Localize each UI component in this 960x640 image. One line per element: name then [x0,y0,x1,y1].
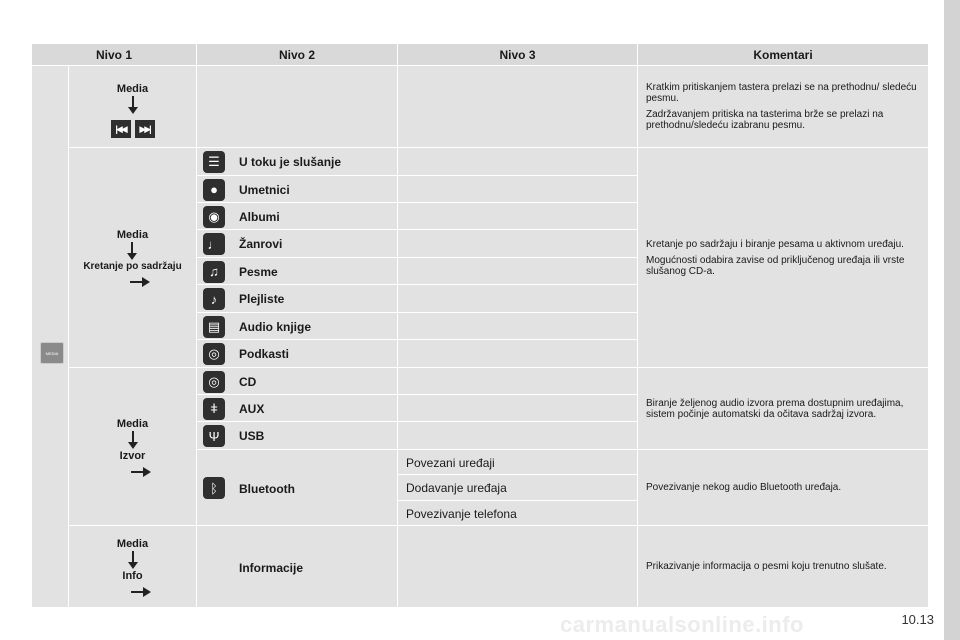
previous-track-icon: |◀◀ [111,120,131,138]
media-level3-empty [197,66,398,148]
comment-text: Povezivanje nekog audio Bluetooth uređaja. [646,482,842,493]
source-comment [638,368,929,450]
source-item-row [197,368,398,395]
browse-item-empty [398,176,638,203]
bt-item-row [398,450,638,475]
now-playing-icon: ☰ [203,151,225,173]
audiobook-icon: ▤ [203,316,225,338]
right-arrow-icon [131,467,151,477]
source-item-label: CD [239,374,257,389]
bluetooth-level2-cell [197,450,398,526]
header-nivo-2: Nivo 2 [197,44,398,66]
browse-item-row [197,148,398,176]
bt-item-label: Povezani uređaji [406,456,495,470]
genre-icon: ♩ [203,233,225,255]
next-track-icon: ▶▶| [135,120,155,138]
info-level3-cell [197,526,398,608]
level2-label: Media [116,537,149,550]
header-komentari: Komentari [638,44,929,66]
song-icon: ♫ [203,261,225,283]
podcast-icon: ◎ [203,343,225,365]
media-level2-cell [69,66,197,148]
cd-icon: ◎ [203,371,225,393]
browse-item-label: Pesme [239,264,278,279]
right-arrow-icon [130,277,150,287]
media-comment [638,66,929,148]
media-level3b-empty [398,66,638,148]
level2-sublabel: Izvor [119,449,146,462]
source-item-empty [398,395,638,422]
browse-item-empty [398,148,638,176]
browse-item-label: Umetnici [239,182,290,197]
right-arrow-icon [131,587,151,597]
side-tab [944,0,960,640]
info-empty [398,526,638,608]
browse-level2-cell [69,148,197,368]
header-nivo-1: Nivo 1 [32,44,197,66]
browse-item-row [197,313,398,340]
browse-item-row [197,285,398,313]
down-arrow-icon [127,242,137,260]
info-level2-cell [69,526,197,608]
info-comment [638,526,929,608]
browse-item-label: Audio knjige [239,319,311,334]
comment-text: Biranje željenog audio izvora prema dostupnim uređajima, sistem počinje automatski da očitava sadržaj izvora. [646,397,904,420]
comment-text: Prikazivanje informacija o pesmi koju trenutno slušate. [646,561,887,572]
browse-item-label: U toku je slušanje [239,155,342,169]
comment-text: Mogućnosti odabira zavise od priključenog uređaja ili vrste slušanog CD-a. [646,254,905,277]
comment-text: Kretanje po sadržaju i biranje pesama u aktivnom uređaju. [646,238,904,250]
comment-text: Zadržavanjem pritiska na tasterima brže se prelazi na prethodnu/sledeću izabranu pesmu. [646,109,884,131]
bt-item-label: Povezivanje telefona [406,507,517,521]
artist-icon: ● [203,179,225,201]
browse-item-row [197,258,398,285]
bt-item-row [398,475,638,501]
comment-text: Kratkim pritiskanjem tastera prelazi se na prethodnu/ sledeću pesmu. [646,82,917,104]
source-item-empty [398,422,638,450]
bluetooth-label: Bluetooth [239,482,295,496]
level2-label: Media [116,83,149,95]
album-icon: ◉ [203,206,225,228]
level1-cell [32,66,69,608]
down-arrow-icon [128,431,138,449]
browse-item-row [197,230,398,258]
source-item-row [197,395,398,422]
browse-item-label: Podkasti [239,347,290,361]
media-button-icon: MEDIA [40,342,64,364]
down-arrow-icon [128,96,138,114]
level2-sublabel: Info [122,569,143,582]
level2-sublabel: Kretanje po sadržaju [83,261,182,272]
browse-item-label: Žanrovi [239,237,283,251]
browse-item-empty [398,203,638,230]
source-item-label: AUX [239,401,265,416]
bt-item-label: Dodavanje uređaja [406,481,507,495]
browse-item-label: Albumi [239,209,280,224]
info-label: Informacije [239,561,304,575]
browse-item-empty [398,230,638,258]
source-item-empty [398,368,638,395]
level2-label: Media [116,417,149,430]
browse-item-row [197,176,398,203]
browse-item-empty [398,340,638,368]
source-level2-cell [69,368,197,526]
source-item-row [197,422,398,450]
bt-item-row [398,501,638,526]
browse-item-label: Plejliste [239,292,285,306]
browse-item-empty [398,258,638,285]
bluetooth-comment [638,450,929,526]
browse-item-empty [398,313,638,340]
down-arrow-icon [128,551,138,569]
usb-icon: Ψ [203,425,225,447]
browse-item-row [197,340,398,368]
bluetooth-icon: ᛒ [203,477,225,499]
header-nivo-3: Nivo 3 [398,44,638,66]
browse-item-empty [398,285,638,313]
source-item-label: USB [239,429,265,443]
watermark: carmanualsonline.info [560,612,804,637]
level2-label: Media [116,229,149,241]
browse-comment [638,148,929,368]
playlist-icon: ♪ [203,288,225,310]
page-number: 10.13 [901,612,934,627]
menu-table [32,44,929,608]
aux-icon: ǂ [203,398,225,420]
browse-item-row [197,203,398,230]
